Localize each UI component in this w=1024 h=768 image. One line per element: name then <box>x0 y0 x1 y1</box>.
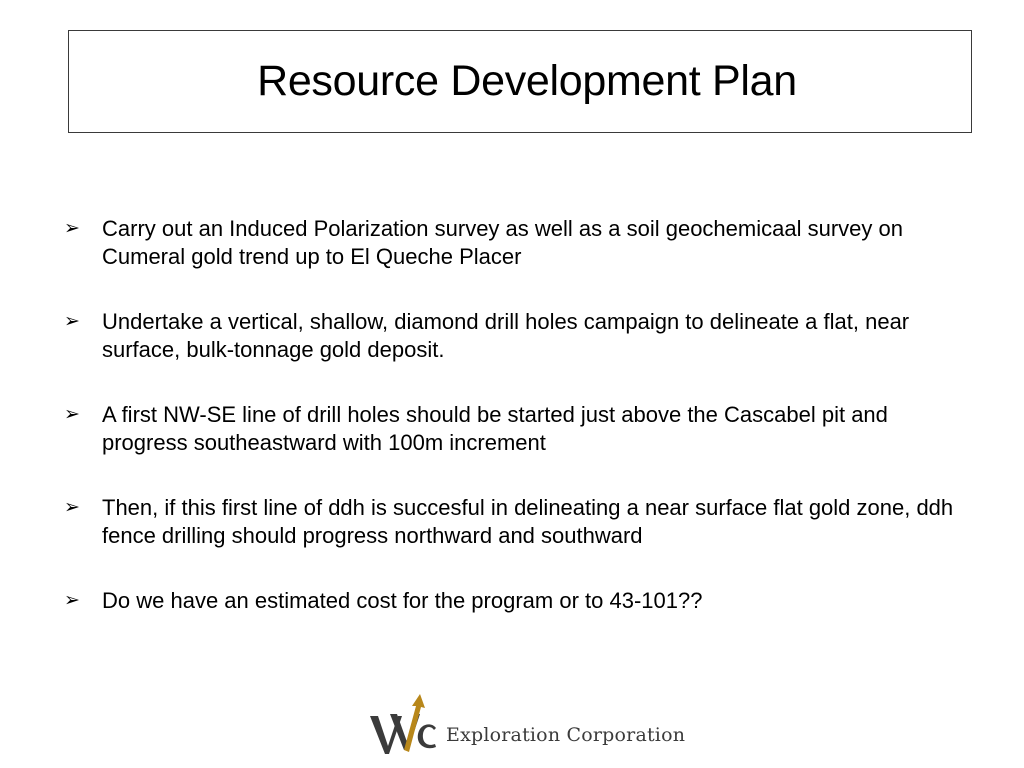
arrow-bullet-icon: ➢ <box>64 218 80 239</box>
vvc-logo-mark-icon <box>364 692 454 758</box>
bullet-text: Carry out an Induced Polarization survey as well as a soil geochemicaal survey on Cumeral gold trend up to El Queche Placer <box>102 216 903 269</box>
bullet-item <box>62 401 972 457</box>
bullet-text: A first NW-SE line of drill holes should be started just above the Cascabel pit and progress southeastward with 100m increment <box>102 402 888 455</box>
arrow-bullet-icon: ➢ <box>64 404 80 425</box>
slide-title: Resource Development Plan <box>257 57 797 105</box>
bullet-item <box>62 587 972 615</box>
bullet-text: Undertake a vertical, shallow, diamond drill holes campaign to delineate a flat, near surface, bulk-tonnage gold deposit. <box>102 309 910 362</box>
company-logo <box>364 692 694 758</box>
bullet-text: Do we have an estimated cost for the program or to 43-101?? <box>102 588 703 613</box>
bullet-item <box>62 215 972 271</box>
arrow-bullet-icon: ➢ <box>64 590 80 611</box>
bullet-list <box>62 215 972 652</box>
company-name: Exploration Corporation <box>446 724 686 746</box>
arrow-bullet-icon: ➢ <box>64 311 80 332</box>
arrow-bullet-icon: ➢ <box>64 497 80 518</box>
bullet-text: Then, if this first line of ddh is succesful in delineating a near surface flat gold zone, ddh fence drilling should progress northward and southward <box>102 495 954 548</box>
title-box <box>68 30 972 133</box>
bullet-item <box>62 308 972 364</box>
bullet-item <box>62 494 972 550</box>
